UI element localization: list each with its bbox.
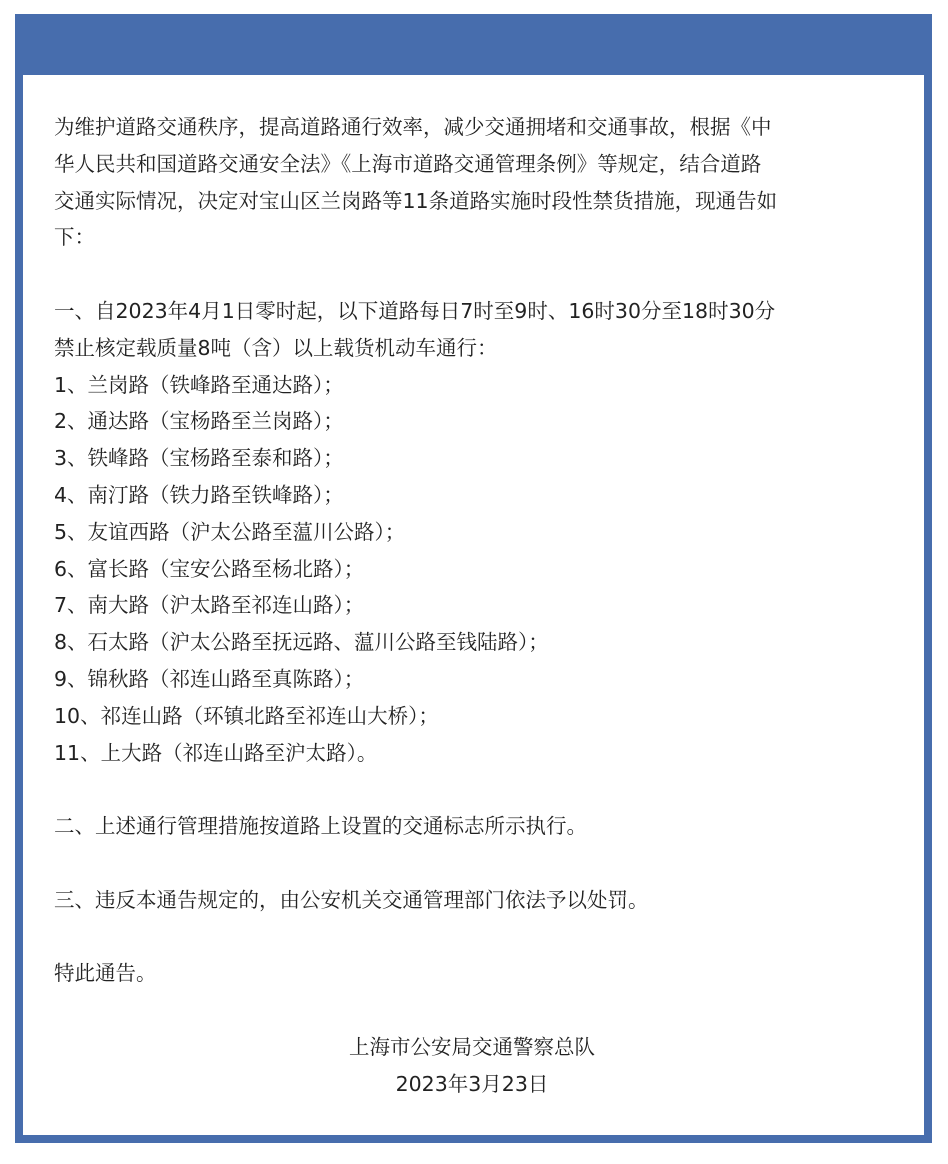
road-item: 10、祁连山路（环镇北路至祁连山大桥）； (54, 703, 439, 728)
intro-line: 为维护道路交通秩序，提高道路通行效率，减少交通拥堵和交通事故，根据《中 (54, 115, 772, 139)
road-item: 4、南汀路（铁力路至铁峰路）； (54, 482, 344, 507)
section-three: 三、违反本通告规定的，由公安机关交通管理部门依法予以处罚。 (54, 887, 649, 912)
road-item: 8、石太路（沪太公路至抚远路、蕰川公路至钱陆路）； (54, 630, 549, 655)
issue-date: 2023年3月23日 (395, 1071, 549, 1096)
road-item: 11、上大路（祁连山路至沪太路）。 (54, 740, 378, 765)
issuer-name: 上海市公安局交通警察总队 (349, 1034, 595, 1059)
section-one-line: 禁止核定载质量8吨（含）以上载货机动车通行： (54, 335, 498, 360)
intro-paragraph (54, 109, 914, 256)
road-item: 1、兰岗路（铁峰路至通达路）； (54, 372, 344, 397)
road-item: 6、富长路（宝安公路至杨北路）； (54, 556, 365, 581)
section-one (54, 293, 914, 771)
notice-content (54, 109, 914, 1103)
road-item: 3、铁峰路（宝杨路至泰和路）； (54, 446, 344, 471)
closing-text: 特此通告。 (54, 961, 157, 986)
intro-line: 华人民共和国道路交通安全法》《上海市道路交通管理条例》等规定，结合道路 (54, 151, 762, 176)
section-one-line: 一、自2023年4月1日零时起，以下道路每日7时至9时、16时30分至18时30分 (54, 298, 776, 323)
road-item: 7、南大路（沪太路至祁连山路）； (54, 593, 365, 618)
road-item: 2、通达路（宝杨路至兰岗路）； (54, 409, 344, 434)
notice-frame (15, 14, 932, 1143)
road-item: 5、友谊西路（沪太公路至蕰川公路）； (54, 519, 406, 544)
section-two: 二、上述通行管理措施按道路上设置的交通标志所示执行。 (54, 814, 587, 839)
intro-line: 下： (54, 225, 95, 250)
notice-sheet (23, 75, 924, 1135)
road-item: 9、锦秋路（祁连山路至真陈路）； (54, 666, 365, 691)
intro-line: 交通实际情况，决定对宝山区兰岗路等11条道路实施时段性禁货措施，现通告如 (54, 188, 778, 213)
header-bar (15, 14, 932, 75)
